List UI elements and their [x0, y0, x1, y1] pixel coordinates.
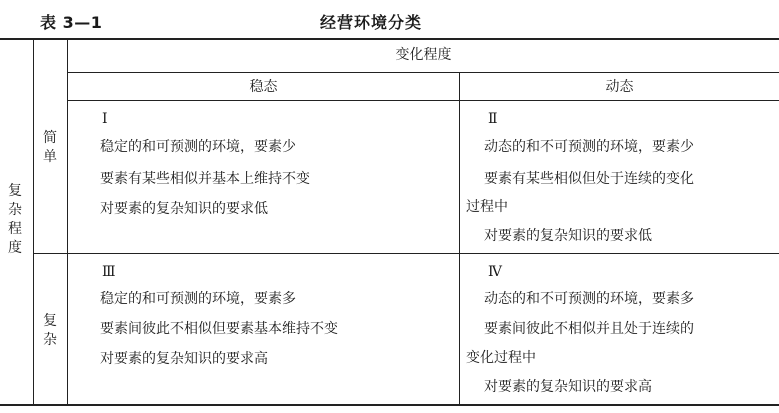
quadrant-numeral-4: Ⅳ [488, 264, 502, 280]
cell-line: 对要素的复杂知识的要求低 [100, 201, 268, 217]
dynamic-column-header: 动态 [605, 79, 634, 95]
row-divider-rule [34, 253, 779, 254]
complexity-degree-label: 复杂程度 [8, 183, 22, 256]
cell-line: 对要素的复杂知识的要求高 [100, 351, 268, 367]
quadrant-numeral-3: Ⅲ [102, 264, 116, 280]
top-rule [0, 38, 779, 40]
cell-line: 动态的和不可预测的环境，要素少 [484, 139, 694, 155]
cell-line: 过程中 [466, 199, 508, 215]
bottom-rule [0, 404, 779, 406]
header-mid-rule [68, 72, 779, 73]
cell-line: 对要素的复杂知识的要求低 [484, 228, 652, 244]
cell-line: 对要素的复杂知识的要求高 [484, 379, 652, 395]
cell-line: 稳定的和可预测的环境，要素少 [100, 139, 296, 155]
complex-row-label: 复杂 [43, 313, 57, 348]
header-bottom-rule [68, 100, 779, 101]
change-degree-header: 变化程度 [395, 47, 452, 63]
simple-row-label: 简单 [43, 130, 57, 165]
cell-line: 要素间彼此不相似并且处于连续的 [484, 321, 694, 337]
cell-line: 稳定的和可预测的环境，要素多 [100, 291, 296, 307]
cell-line: 动态的和不可预测的环境，要素多 [484, 291, 694, 307]
cell-line: 变化过程中 [466, 350, 536, 366]
cell-line: 要素有某些相似并基本上维持不变 [100, 171, 310, 187]
quadrant-numeral-1: Ⅰ [102, 111, 108, 127]
axis-divider-rule [33, 38, 34, 405]
stable-column-header: 稳态 [249, 79, 278, 95]
cell-line: 要素有某些相似但处于连续的变化 [484, 171, 694, 187]
quadrant-numeral-2: Ⅱ [488, 111, 498, 127]
table-label: 表 3—1 [40, 13, 103, 32]
table-title: 经营环境分类 [320, 13, 423, 32]
column-divider-rule [459, 73, 460, 405]
cell-line: 要素间彼此不相似但要素基本维持不变 [100, 321, 338, 337]
